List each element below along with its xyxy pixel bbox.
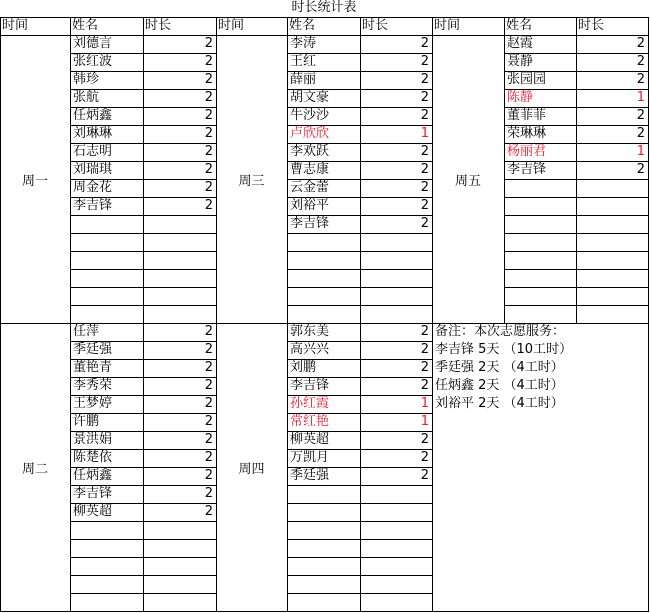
volunteer-name: 张红波 bbox=[73, 54, 113, 69]
grid-line-horizontal bbox=[0, 17, 648, 18]
volunteer-name: 王红 bbox=[290, 54, 317, 69]
volunteer-name: 董菲菲 bbox=[507, 108, 547, 123]
volunteer-name: 李吉锋 bbox=[73, 486, 113, 501]
column-header-time: 时间 bbox=[2, 18, 29, 33]
column-header-time: 时间 bbox=[434, 18, 461, 33]
grid-line-vertical bbox=[576, 17, 577, 323]
volunteer-hours: 2 bbox=[420, 54, 429, 69]
volunteer-name: 胡文豪 bbox=[290, 90, 330, 105]
volunteer-hours: 1 bbox=[420, 414, 429, 429]
volunteer-hours: 2 bbox=[420, 378, 429, 393]
volunteer-hours: 2 bbox=[204, 198, 213, 213]
volunteer-hours: 2 bbox=[420, 198, 429, 213]
volunteer-hours: 2 bbox=[420, 90, 429, 105]
volunteer-hours: 2 bbox=[420, 144, 429, 159]
volunteer-hours: 2 bbox=[204, 342, 213, 357]
column-header-name: 姓名 bbox=[506, 18, 533, 33]
volunteer-hours: 2 bbox=[204, 468, 213, 483]
volunteer-name: 刘瑞琪 bbox=[73, 162, 113, 177]
grid-line-vertical bbox=[648, 17, 649, 612]
sheet-title: 时长统计表 bbox=[291, 0, 357, 15]
volunteer-hours: 2 bbox=[204, 432, 213, 447]
volunteer-name: 刘裕平 bbox=[290, 198, 330, 213]
day-label: 周三 bbox=[238, 173, 265, 189]
grid-line-vertical bbox=[216, 17, 217, 612]
volunteer-name: 周金花 bbox=[73, 180, 113, 195]
grid-line-vertical bbox=[143, 17, 144, 612]
volunteer-name: 牛沙沙 bbox=[290, 108, 330, 123]
volunteer-name: 李吉锋 bbox=[290, 216, 330, 231]
grid-line-vertical bbox=[0, 17, 1, 612]
notes-line: 李吉锋 5天 （10工时） bbox=[435, 342, 573, 357]
volunteer-hours: 2 bbox=[420, 342, 429, 357]
volunteer-name: 万凯月 bbox=[290, 450, 330, 465]
column-header-duration: 时长 bbox=[578, 18, 605, 33]
volunteer-hours: 2 bbox=[420, 72, 429, 87]
volunteer-name: 刘德言 bbox=[73, 36, 113, 51]
volunteer-name: 任炳鑫 bbox=[73, 468, 113, 483]
volunteer-name: 石志明 bbox=[73, 144, 113, 159]
column-header-duration: 时长 bbox=[145, 18, 172, 33]
volunteer-hours: 2 bbox=[204, 324, 213, 339]
grid-line-vertical bbox=[70, 17, 71, 612]
column-header-name: 姓名 bbox=[289, 18, 316, 33]
day-label: 周二 bbox=[21, 461, 48, 477]
grid-line-horizontal bbox=[0, 611, 648, 612]
volunteer-name: 刘琳琳 bbox=[73, 126, 113, 141]
volunteer-hours: 1 bbox=[420, 126, 429, 141]
volunteer-hours: 2 bbox=[420, 468, 429, 483]
volunteer-hours: 2 bbox=[420, 360, 429, 375]
grid-line-vertical bbox=[360, 17, 361, 612]
volunteer-name: 季廷强 bbox=[290, 468, 330, 483]
volunteer-hours: 2 bbox=[204, 72, 213, 87]
volunteer-name: 云金蕾 bbox=[290, 180, 330, 195]
volunteer-name: 李吉锋 bbox=[290, 378, 330, 393]
volunteer-hours: 2 bbox=[204, 126, 213, 141]
volunteer-name: 郭东美 bbox=[290, 324, 330, 339]
volunteer-hours: 2 bbox=[636, 72, 645, 87]
volunteer-name: 常红艳 bbox=[290, 414, 330, 429]
volunteer-name: 王梦婷 bbox=[73, 396, 113, 411]
volunteer-hours: 2 bbox=[204, 36, 213, 51]
volunteer-name: 李吉锋 bbox=[507, 162, 547, 177]
volunteer-hours: 2 bbox=[204, 450, 213, 465]
notes-line: 任炳鑫 2天 （4工时） bbox=[435, 378, 564, 393]
volunteer-name: 曹志康 bbox=[290, 162, 330, 177]
volunteer-name: 李秀荣 bbox=[73, 378, 113, 393]
volunteer-hours: 2 bbox=[636, 162, 645, 177]
day-label: 周五 bbox=[454, 173, 481, 189]
column-header-time: 时间 bbox=[218, 18, 245, 33]
volunteer-hours: 2 bbox=[420, 324, 429, 339]
volunteer-hours: 2 bbox=[420, 216, 429, 231]
volunteer-name: 张航 bbox=[73, 90, 100, 105]
volunteer-name: 柳英超 bbox=[290, 432, 330, 447]
volunteer-hours: 2 bbox=[636, 108, 645, 123]
volunteer-hours: 2 bbox=[204, 504, 213, 519]
volunteer-name: 景洪娟 bbox=[73, 432, 113, 447]
volunteer-hours: 2 bbox=[420, 162, 429, 177]
volunteer-name: 杨丽君 bbox=[507, 144, 547, 159]
volunteer-hours: 2 bbox=[204, 180, 213, 195]
volunteer-hours: 2 bbox=[204, 108, 213, 123]
volunteer-hours: 2 bbox=[636, 54, 645, 69]
volunteer-name: 刘鹏 bbox=[290, 360, 317, 375]
volunteer-hours: 2 bbox=[204, 54, 213, 69]
day-label: 周四 bbox=[238, 461, 265, 477]
volunteer-name: 董艳青 bbox=[73, 360, 113, 375]
grid-line-vertical bbox=[287, 17, 288, 612]
volunteer-hours: 2 bbox=[204, 378, 213, 393]
volunteer-name: 薛丽 bbox=[290, 72, 317, 87]
volunteer-name: 聂静 bbox=[507, 54, 534, 69]
volunteer-name: 陈静 bbox=[507, 90, 534, 105]
volunteer-hours: 2 bbox=[204, 360, 213, 375]
volunteer-name: 孙红霞 bbox=[290, 396, 330, 411]
grid-line-horizontal bbox=[0, 35, 648, 36]
volunteer-name: 荣琳琳 bbox=[507, 126, 547, 141]
volunteer-name: 高兴兴 bbox=[290, 342, 330, 357]
volunteer-name: 季廷强 bbox=[73, 342, 113, 357]
volunteer-hours: 2 bbox=[420, 432, 429, 447]
grid-line-horizontal bbox=[0, 323, 648, 324]
volunteer-name: 赵霞 bbox=[507, 36, 534, 51]
volunteer-name: 韩珍 bbox=[73, 72, 100, 87]
volunteer-hours: 2 bbox=[636, 126, 645, 141]
volunteer-name: 李涛 bbox=[290, 36, 317, 51]
volunteer-name: 李吉锋 bbox=[73, 198, 113, 213]
volunteer-hours: 1 bbox=[636, 144, 645, 159]
volunteer-name: 许鹏 bbox=[73, 414, 100, 429]
volunteer-name: 柳英超 bbox=[73, 504, 113, 519]
notes-heading: 备注：本次志愿服务： bbox=[435, 324, 566, 339]
volunteer-hours: 2 bbox=[204, 144, 213, 159]
volunteer-hours: 2 bbox=[420, 36, 429, 51]
volunteer-hours: 2 bbox=[204, 90, 213, 105]
volunteer-name: 卢欣欣 bbox=[290, 126, 330, 141]
volunteer-name: 任萍 bbox=[73, 324, 100, 339]
volunteer-hours: 2 bbox=[420, 108, 429, 123]
day-label: 周一 bbox=[21, 173, 48, 189]
volunteer-hours: 2 bbox=[420, 450, 429, 465]
volunteer-hours: 2 bbox=[204, 162, 213, 177]
volunteer-name: 张园园 bbox=[507, 72, 547, 87]
volunteer-hours: 2 bbox=[636, 36, 645, 51]
grid-line-vertical bbox=[504, 17, 505, 323]
volunteer-hours: 1 bbox=[420, 396, 429, 411]
notes-line: 刘裕平 2天 （4工时） bbox=[435, 396, 564, 411]
volunteer-hours: 2 bbox=[204, 414, 213, 429]
grid-line-vertical bbox=[432, 17, 433, 612]
volunteer-name: 任炳鑫 bbox=[73, 108, 113, 123]
volunteer-name: 李欢跃 bbox=[290, 144, 330, 159]
volunteer-hours: 2 bbox=[204, 486, 213, 501]
volunteer-hours: 2 bbox=[204, 396, 213, 411]
volunteer-name: 陈楚依 bbox=[73, 450, 113, 465]
volunteer-hours: 2 bbox=[420, 180, 429, 195]
volunteer-hours: 1 bbox=[636, 90, 645, 105]
notes-line: 季廷强 2天 （4工时） bbox=[435, 360, 564, 375]
column-header-duration: 时长 bbox=[362, 18, 389, 33]
column-header-name: 姓名 bbox=[72, 18, 99, 33]
